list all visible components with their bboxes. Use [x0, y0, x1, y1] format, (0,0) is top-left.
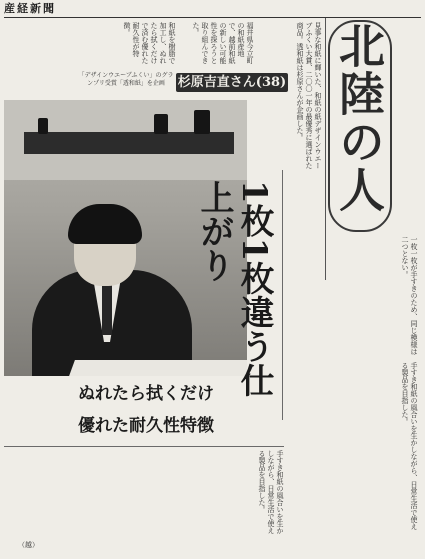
photo-person-hair [68, 204, 142, 244]
photo-object [38, 118, 48, 134]
article-body-block: 一枚一枚が手すきのため、同じ模様は二つとない。 [401, 236, 418, 355]
masthead: 産経新聞 [4, 2, 56, 15]
header-rule [4, 17, 421, 18]
column-title: 北陸の人 [332, 22, 386, 214]
main-headline: 1枚1枚違う仕上がり [194, 180, 274, 398]
sub-headline-line: ぬれたら拭くだけ [78, 384, 214, 404]
column-divider [282, 170, 283, 420]
article-body-block: 手すき和紙の風合いを生かしながら、日常生活で使える製品を目指した。 [401, 362, 418, 530]
section-divider [4, 446, 284, 447]
photo-object [154, 114, 168, 134]
person-name-plate: 杉原吉直さん(38) [177, 75, 287, 90]
byline: （越） [18, 541, 39, 549]
caption: 「デザインウエーブふくい」のグランプリ受賞「透和紙」を企画 [78, 72, 174, 87]
article-body-block: 手すき和紙の風合いを生かしながら、日常生活で使える製品を目指した。 [258, 450, 284, 534]
photo-shelf [24, 132, 234, 154]
article-body-block: 福井県今立町の和紙産地で、越前和紙の新しい可能性を探ろうと取り組んできた。 [192, 22, 254, 64]
photo-table [53, 360, 247, 376]
article-body-block: 和紙を樹脂で加工し、ぬれたら拭くだけで済む優れた耐久性が特徴。 [123, 22, 176, 64]
photo-person-tie [102, 285, 112, 335]
photo-object [194, 110, 210, 134]
article-body-block: 見事な和紙に輝いた、和紙の紙デザインウエーブふくい大賞、二〇〇一年の最優秀に選ばれた商品。透和紙は杉原さんが企画した。 [296, 22, 322, 169]
sub-headline [78, 378, 228, 442]
sub-headline-line: 優れた耐久性特徴 [78, 416, 214, 436]
